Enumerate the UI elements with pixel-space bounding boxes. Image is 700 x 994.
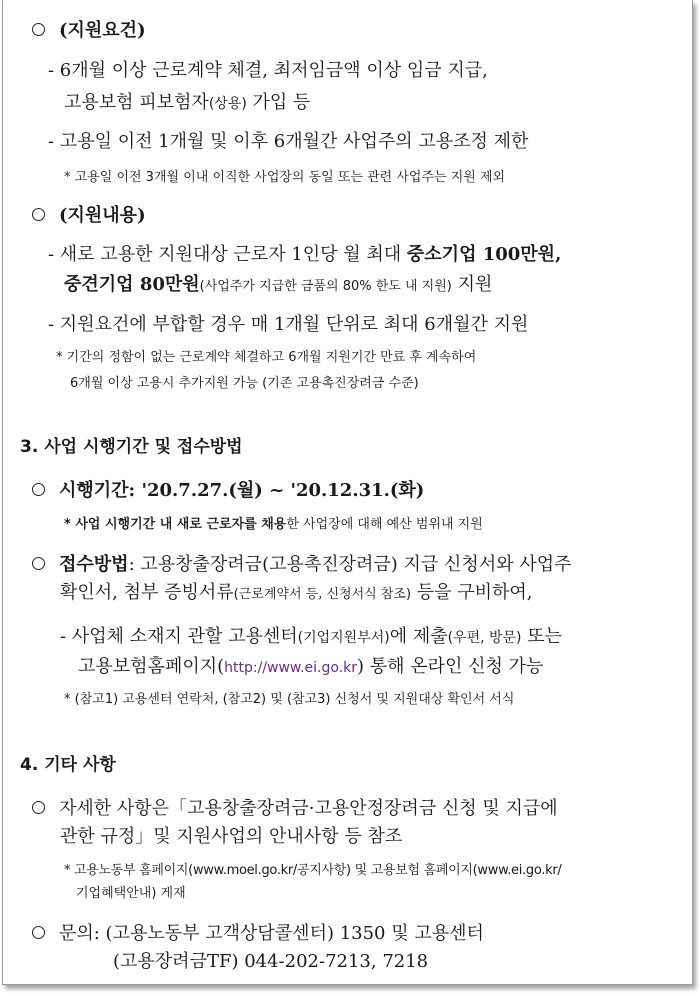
circle-bullet-icon	[32, 801, 45, 814]
contact-line-1: 문의: (고용노동부 고객상담콜센터) 1350 및 고용센터	[32, 919, 484, 945]
section-3-note: * (참고1) 고용센터 연락처, (참고2) 및 (참고3) 신청서 및 지원대상 확인서 서식	[64, 692, 515, 707]
section-3-heading: 3. 사업 시행기간 및 접수방법	[20, 437, 243, 457]
circle-bullet-icon	[32, 23, 45, 36]
content-bullet-1-line-1: - 새로 고용한 지원대상 근로자 1인당 월 최대 중소기업 100만원,	[48, 244, 562, 265]
circle-bullet-icon	[32, 483, 45, 496]
content-note-line-1: * 기간의 정함이 없는 근로계약 체결하고 6개월 지원기간 만료 후 계속하여	[56, 350, 477, 365]
period-note: * 사업 시행기간 내 새로 근로자를 채용한 사업장에 대해 예산 범위내 지원	[64, 517, 483, 532]
content-note-line-2: 6개월 이상 고용시 추가지원 가능 (기존 고용촉진장려금 수준)	[70, 376, 419, 391]
req-bullet-1-line-1: - 6개월 이상 근로계약 체결, 최저임금액 이상 임금 지급,	[48, 60, 488, 81]
section-content-title: (지원내용)	[32, 201, 146, 227]
etc-note-line-1: * 고용노동부 홈페이지(www.moel.go.kr/공지사항) 및 고용보험 홈페이지(www.ei.go.kr/	[64, 863, 562, 878]
section-4-heading: 4. 기타 사항	[20, 755, 116, 775]
content-bullet-2: - 지원요건에 부합할 경우 매 1개월 단위로 최대 6개월간 지원	[48, 314, 529, 335]
method-sub-line-2: 고용보험홈페이지(http://www.ei.go.kr) 통해 온라인 신청 가능	[78, 656, 544, 677]
circle-bullet-icon	[32, 208, 45, 221]
period-line: 시행기간: '20.7.27.(월) ~ '20.12.31.(화)	[32, 476, 424, 502]
etc-note-line-2: 기업혜택안내) 게재	[76, 886, 186, 901]
contact-line-2: (고용장려금TF) 044-202-7213, 7218	[113, 951, 429, 972]
req-note: * 고용일 이전 3개월 이내 이직한 사업장의 동일 또는 관련 사업주는 지원 제외	[64, 170, 506, 185]
method-line-1: 접수방법: 고용창출장려금(고용촉진장려금) 지급 신청서와 사업주	[32, 550, 571, 576]
req-bullet-2: - 고용일 이전 1개월 및 이후 6개월간 사업주의 고용조정 제한	[48, 131, 529, 152]
circle-bullet-icon	[32, 557, 45, 570]
etc-line-1: 자세한 사항은「고용창출장려금·고용안정장려금 신청 및 지급에	[32, 794, 558, 820]
content-bullet-1-line-2: 중견기업 80만원(사업주가 지급한 금품의 80% 한도 내 지원) 지원	[64, 274, 493, 295]
etc-line-2: 관한 규정」및 지원사업의 안내사항 등 참조	[60, 826, 403, 847]
ei-homepage-link[interactable]: http://www.ei.go.kr	[224, 660, 358, 676]
req-bullet-1-line-2: 고용보험 피보험자(상용) 가입 등	[64, 92, 311, 113]
section-req-title: (지원요건)	[32, 16, 146, 42]
circle-bullet-icon	[32, 926, 45, 939]
method-sub-line-1: - 사업체 소재지 관할 고용센터(기업지원부서)에 제출(우편, 방문) 또는	[60, 626, 563, 647]
method-line-2: 확인서, 첨부 증빙서류(근로계약서 등, 신청서식 참조) 등을 구비하여,	[60, 582, 533, 603]
